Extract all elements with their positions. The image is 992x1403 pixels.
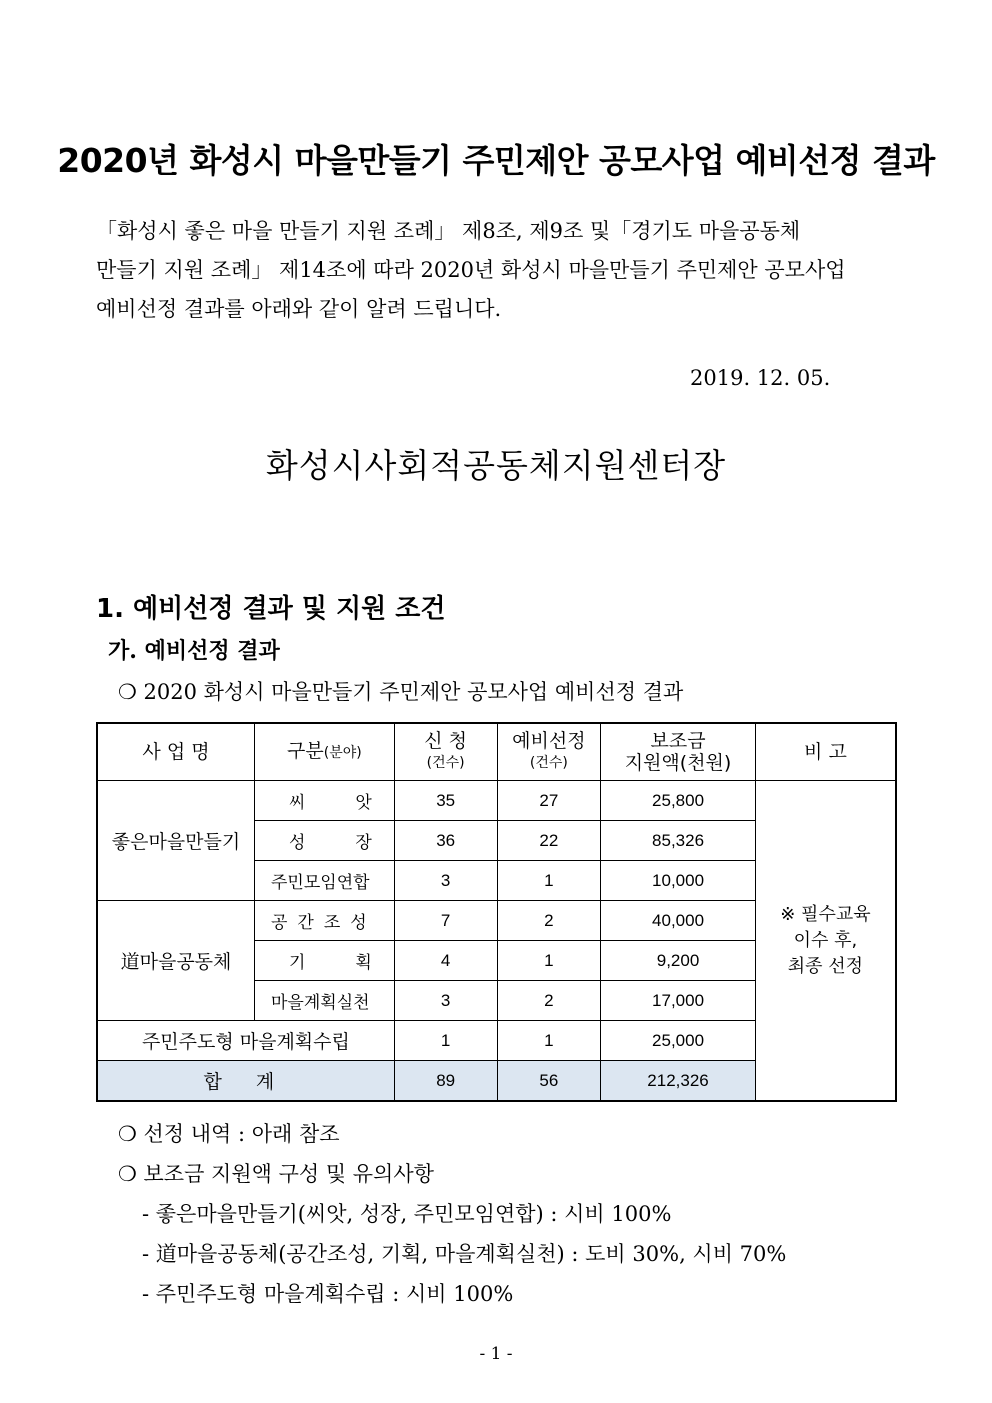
- group-cell: 좋은마을만들기: [97, 781, 255, 901]
- applied-cell: 36: [394, 821, 497, 861]
- signer: 화성시사회적공동체지원센터장: [265, 446, 727, 485]
- subsidy-item: - 道마을공동체(공간조성, 기획, 마을계획실천) : 도비 30%, 시비 70%: [142, 1242, 787, 1266]
- intro-paragraph: [96, 212, 896, 329]
- category-char: 성: [289, 833, 306, 853]
- applied-cell: 35: [394, 781, 497, 821]
- header-applied-label: 신 청: [424, 730, 468, 752]
- subsidy-cell: 85,326: [601, 821, 756, 861]
- table-title-bullet: ❍ 2020 화성시 마을만들기 주민제안 공모사업 예비선정 결과: [118, 680, 684, 704]
- table-row: [97, 781, 896, 821]
- applied-cell: 3: [394, 981, 497, 1021]
- category-cell: [255, 941, 395, 981]
- selection-bullet: ❍ 선정 내역 : 아래 참조: [118, 1122, 340, 1146]
- subsidy-item: - 주민주도형 마을계획수립 : 시비 100%: [142, 1282, 514, 1306]
- intro-line: 만들기 지원 조례」 제14조에 따라 2020년 화성시 마을만들기 주민제안 공모사업: [96, 258, 846, 282]
- preselected-cell: 1: [497, 861, 601, 901]
- header-preselected-label: 예비선정: [512, 730, 586, 752]
- intro-line: 「화성시 좋은 마을 만들기 지원 조례」 제8조, 제9조 및「경기도 마을공동체: [96, 219, 801, 243]
- intro-line: 예비선정 결과를 아래와 같이 알려 드립니다.: [96, 297, 502, 321]
- category-char: 기: [289, 953, 306, 973]
- group-cell: 道마을공동체: [97, 901, 255, 1021]
- remarks-cell: [755, 781, 896, 1102]
- remarks-line: 최종 선정: [787, 955, 864, 977]
- subsidy-item: - 좋은마을만들기(씨앗, 성장, 주민모임연합) : 시비 100%: [142, 1202, 672, 1226]
- category-cell: 공간조성: [255, 901, 395, 941]
- remarks-line: ※ 필수교육: [780, 903, 871, 925]
- header-preselected: [497, 723, 601, 781]
- page-number: - 1 -: [479, 1344, 513, 1364]
- applied-cell: 1: [394, 1021, 497, 1061]
- applied-cell: 4: [394, 941, 497, 981]
- applied-cell: 3: [394, 861, 497, 901]
- preselected-cell: 22: [497, 821, 601, 861]
- document-title: 2020년 화성시 마을만들기 주민제안 공모사업 예비선정 결과: [57, 141, 935, 180]
- category-char: 앗: [355, 793, 372, 813]
- subsidy-cell: 25,800: [601, 781, 756, 821]
- preselected-cell: 1: [497, 941, 601, 981]
- subsidy-cell: 9,200: [601, 941, 756, 981]
- header-applied: [394, 723, 497, 781]
- preselection-result-table: [96, 722, 897, 1102]
- subsidy-cell: 17,000: [601, 981, 756, 1021]
- header-subsidy-line1: 보조금: [650, 730, 706, 752]
- category-cell: 주민모임연합: [255, 861, 395, 901]
- remarks-line: 이수 후,: [793, 929, 858, 951]
- header-remarks-label: 비 고: [804, 741, 847, 763]
- subsidy-cell: 25,000: [601, 1021, 756, 1061]
- subsidy-cell: 40,000: [601, 901, 756, 941]
- category-char: 장: [355, 833, 372, 853]
- header-business: [97, 723, 255, 781]
- header-category: [255, 723, 395, 781]
- header-category-sub: (분야): [323, 745, 362, 761]
- category-cell: [255, 821, 395, 861]
- total-subsidy: 212,326: [601, 1061, 756, 1102]
- header-subsidy: [601, 723, 756, 781]
- category-cell: 마을계획실천: [255, 981, 395, 1021]
- total-label: 합 계: [97, 1061, 394, 1102]
- header-subsidy-line2: 지원액(천원): [624, 752, 732, 774]
- group-cell: 주민주도형 마을계획수립: [97, 1021, 394, 1061]
- preselected-cell: 2: [497, 981, 601, 1021]
- table-header-row: [97, 723, 896, 781]
- total-preselected: 56: [497, 1061, 601, 1102]
- header-applied-sub: (건수): [426, 755, 465, 771]
- document-date: 2019. 12. 05.: [690, 366, 831, 390]
- category-char: 씨: [289, 793, 306, 813]
- subsidy-bullet: ❍ 보조금 지원액 구성 및 유의사항: [118, 1162, 434, 1186]
- applied-cell: 7: [394, 901, 497, 941]
- total-applied: 89: [394, 1061, 497, 1102]
- category-cell: [255, 781, 395, 821]
- subsidy-cell: 10,000: [601, 861, 756, 901]
- category-char: 획: [355, 953, 372, 973]
- header-business-label: 사 업 명: [142, 741, 210, 763]
- header-preselected-sub: (건수): [529, 755, 568, 771]
- preselected-cell: 1: [497, 1021, 601, 1061]
- header-remarks: [755, 723, 896, 781]
- section-heading: 1. 예비선정 결과 및 지원 조건: [96, 594, 446, 624]
- subsection-heading: 가. 예비선정 결과: [108, 638, 280, 664]
- header-category-label: 구분: [287, 740, 324, 762]
- preselected-cell: 27: [497, 781, 601, 821]
- preselected-cell: 2: [497, 901, 601, 941]
